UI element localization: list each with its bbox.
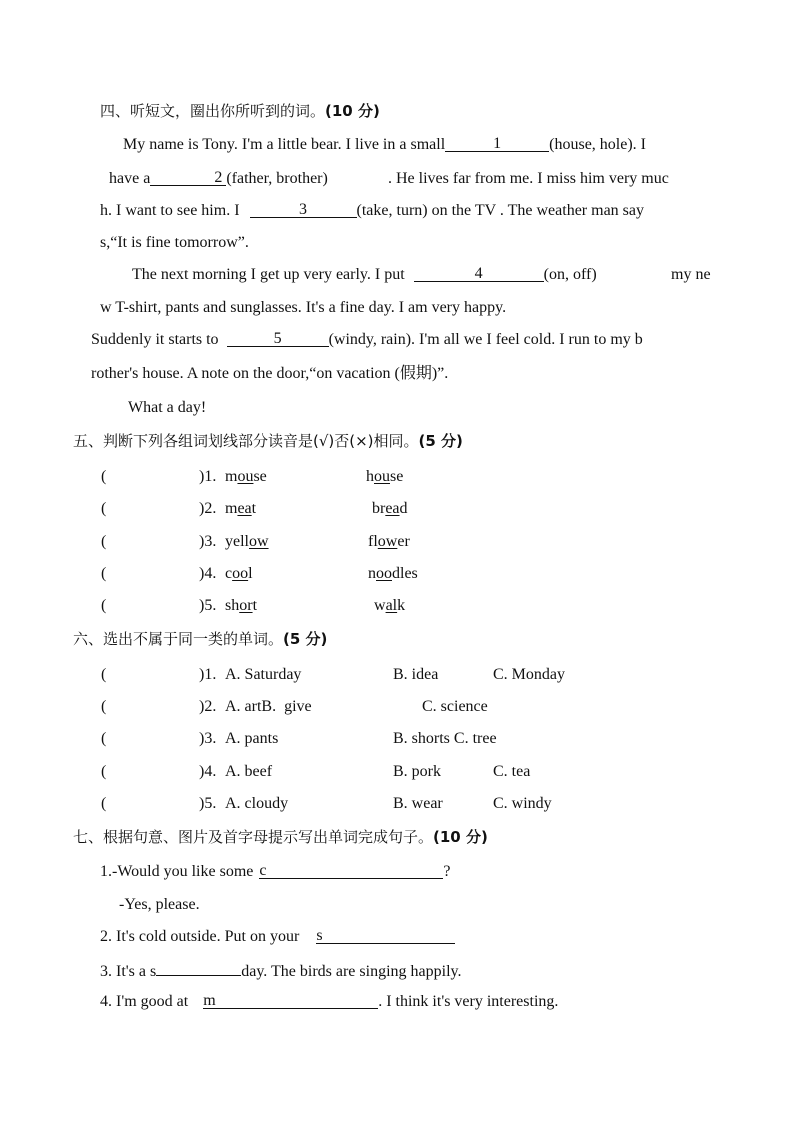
section-6-title: 六、选出不属于同一类的单词。 <box>73 630 284 648</box>
section-4-score: (10 分) <box>325 102 380 120</box>
answer-paren: ( <box>101 698 107 715</box>
option-b: B. idea <box>393 666 439 683</box>
item-number: )3. <box>199 533 217 550</box>
answer-paren: ( <box>101 730 107 747</box>
section-7-title: 七、根据句意、图片及首字母提示写出单词完成句子。 <box>73 828 434 846</box>
word-b: bread <box>372 500 408 517</box>
answer-paren: ( <box>101 795 107 812</box>
question-2: 2. It's cold outside. Put on your s <box>100 927 455 947</box>
option-a: A. pants <box>225 730 279 747</box>
word-b: flower <box>368 533 410 550</box>
item-number: )5. <box>199 597 217 614</box>
item-number: )1. <box>199 468 217 485</box>
answer-paren: ( <box>101 533 107 550</box>
word-a: mouse <box>225 468 267 485</box>
section-7-score: (10 分) <box>433 828 488 846</box>
option-c: C. Monday <box>493 666 565 683</box>
option-a: A. beef <box>225 763 273 780</box>
answer-blank-4: m <box>203 992 378 1009</box>
answer-paren: ( <box>101 500 107 517</box>
blank-1: 1 <box>445 135 549 152</box>
item-number: )4. <box>199 565 217 582</box>
passage-line-9: What a day! <box>128 399 207 416</box>
answer-blank-3 <box>156 959 241 976</box>
section-6-heading <box>73 629 327 649</box>
answer-paren: ( <box>101 763 107 780</box>
question-4: 4. I'm good at m . I think it's very interesting. <box>100 992 559 1010</box>
word-a: cool <box>225 565 253 582</box>
item-number: )5. <box>199 795 217 812</box>
word-a: short <box>225 597 258 614</box>
passage-line-1: My name is Tony. I'm a little bear. I live in a small 1 (house, hole). I <box>123 135 646 153</box>
passage-line-4: s,“It is fine tomorrow”. <box>100 234 249 251</box>
item-number: )4. <box>199 763 217 780</box>
section-4-title: 四、听短文，圈出你所听到的词。 <box>100 102 326 120</box>
item-number: )2. <box>199 500 217 517</box>
question-1-reply: -Yes, please. <box>119 896 200 913</box>
answer-paren: ( <box>101 468 107 485</box>
word-b: noodles <box>368 565 418 582</box>
option-b: B. wear <box>393 795 443 812</box>
answer-paren: ( <box>101 565 107 582</box>
word-b: walk <box>374 597 406 614</box>
option-c: C. science <box>422 698 488 715</box>
answer-blank-2: s <box>316 927 455 944</box>
answer-blank-1: c <box>259 862 443 879</box>
blank-2: 2 <box>150 169 226 186</box>
item-number: )1. <box>199 666 217 683</box>
word-a: meat <box>225 500 257 517</box>
question-3: 3. It's a s day. The birds are singing happily. <box>100 959 461 982</box>
passage-line-6: w T-shirt, pants and sunglasses. It's a fine day. I am very happy. <box>100 299 507 316</box>
section-7-heading <box>73 827 488 847</box>
option-b: B. shorts C. tree <box>393 730 497 747</box>
answer-paren: ( <box>101 666 107 683</box>
question-1: 1.-Would you like some c ? <box>100 862 451 880</box>
word-a: yellow <box>225 533 269 550</box>
item-number: )3. <box>199 730 217 747</box>
section-4-heading <box>100 101 380 121</box>
option-a: A. artB. give <box>225 698 312 715</box>
item-number: )2. <box>199 698 217 715</box>
word-b: house <box>366 468 404 485</box>
blank-5: 5 <box>227 330 329 347</box>
section-5-heading <box>73 431 463 451</box>
option-a: A. Saturday <box>225 666 302 683</box>
section-5-score: (5 分) <box>418 432 463 450</box>
passage-line-7: Suddenly it starts to 5 (windy, rain). I'm all we I feel cold. I run to my b <box>91 330 643 348</box>
passage-line-5: The next morning I get up very early. I put 4 (on, off) <box>132 265 597 283</box>
section-5-title: 五、判断下列各组词划线部分读音是(√)否(×)相同。 <box>73 432 419 450</box>
option-a: A. cloudy <box>225 795 289 812</box>
passage-line-8: rother's house. A note on the door,“on vacation (假期)”. <box>91 365 449 382</box>
section-6-score: (5 分) <box>283 630 328 648</box>
option-c: C. tea <box>493 763 531 780</box>
answer-paren: ( <box>101 597 107 614</box>
option-b: B. pork <box>393 763 441 780</box>
passage-line-2: have a 2 (father, brother) <box>109 169 328 187</box>
passage-line-5-cont: my ne <box>671 266 711 283</box>
blank-3: 3 <box>250 201 357 218</box>
blank-4: 4 <box>414 265 544 282</box>
option-c: C. windy <box>493 795 552 812</box>
passage-line-3: h. I want to see him. I 3 (take, turn) on the TV . The weather man say <box>100 201 644 219</box>
passage-line-2-cont: . He lives far from me. I miss him very muc <box>388 170 669 187</box>
